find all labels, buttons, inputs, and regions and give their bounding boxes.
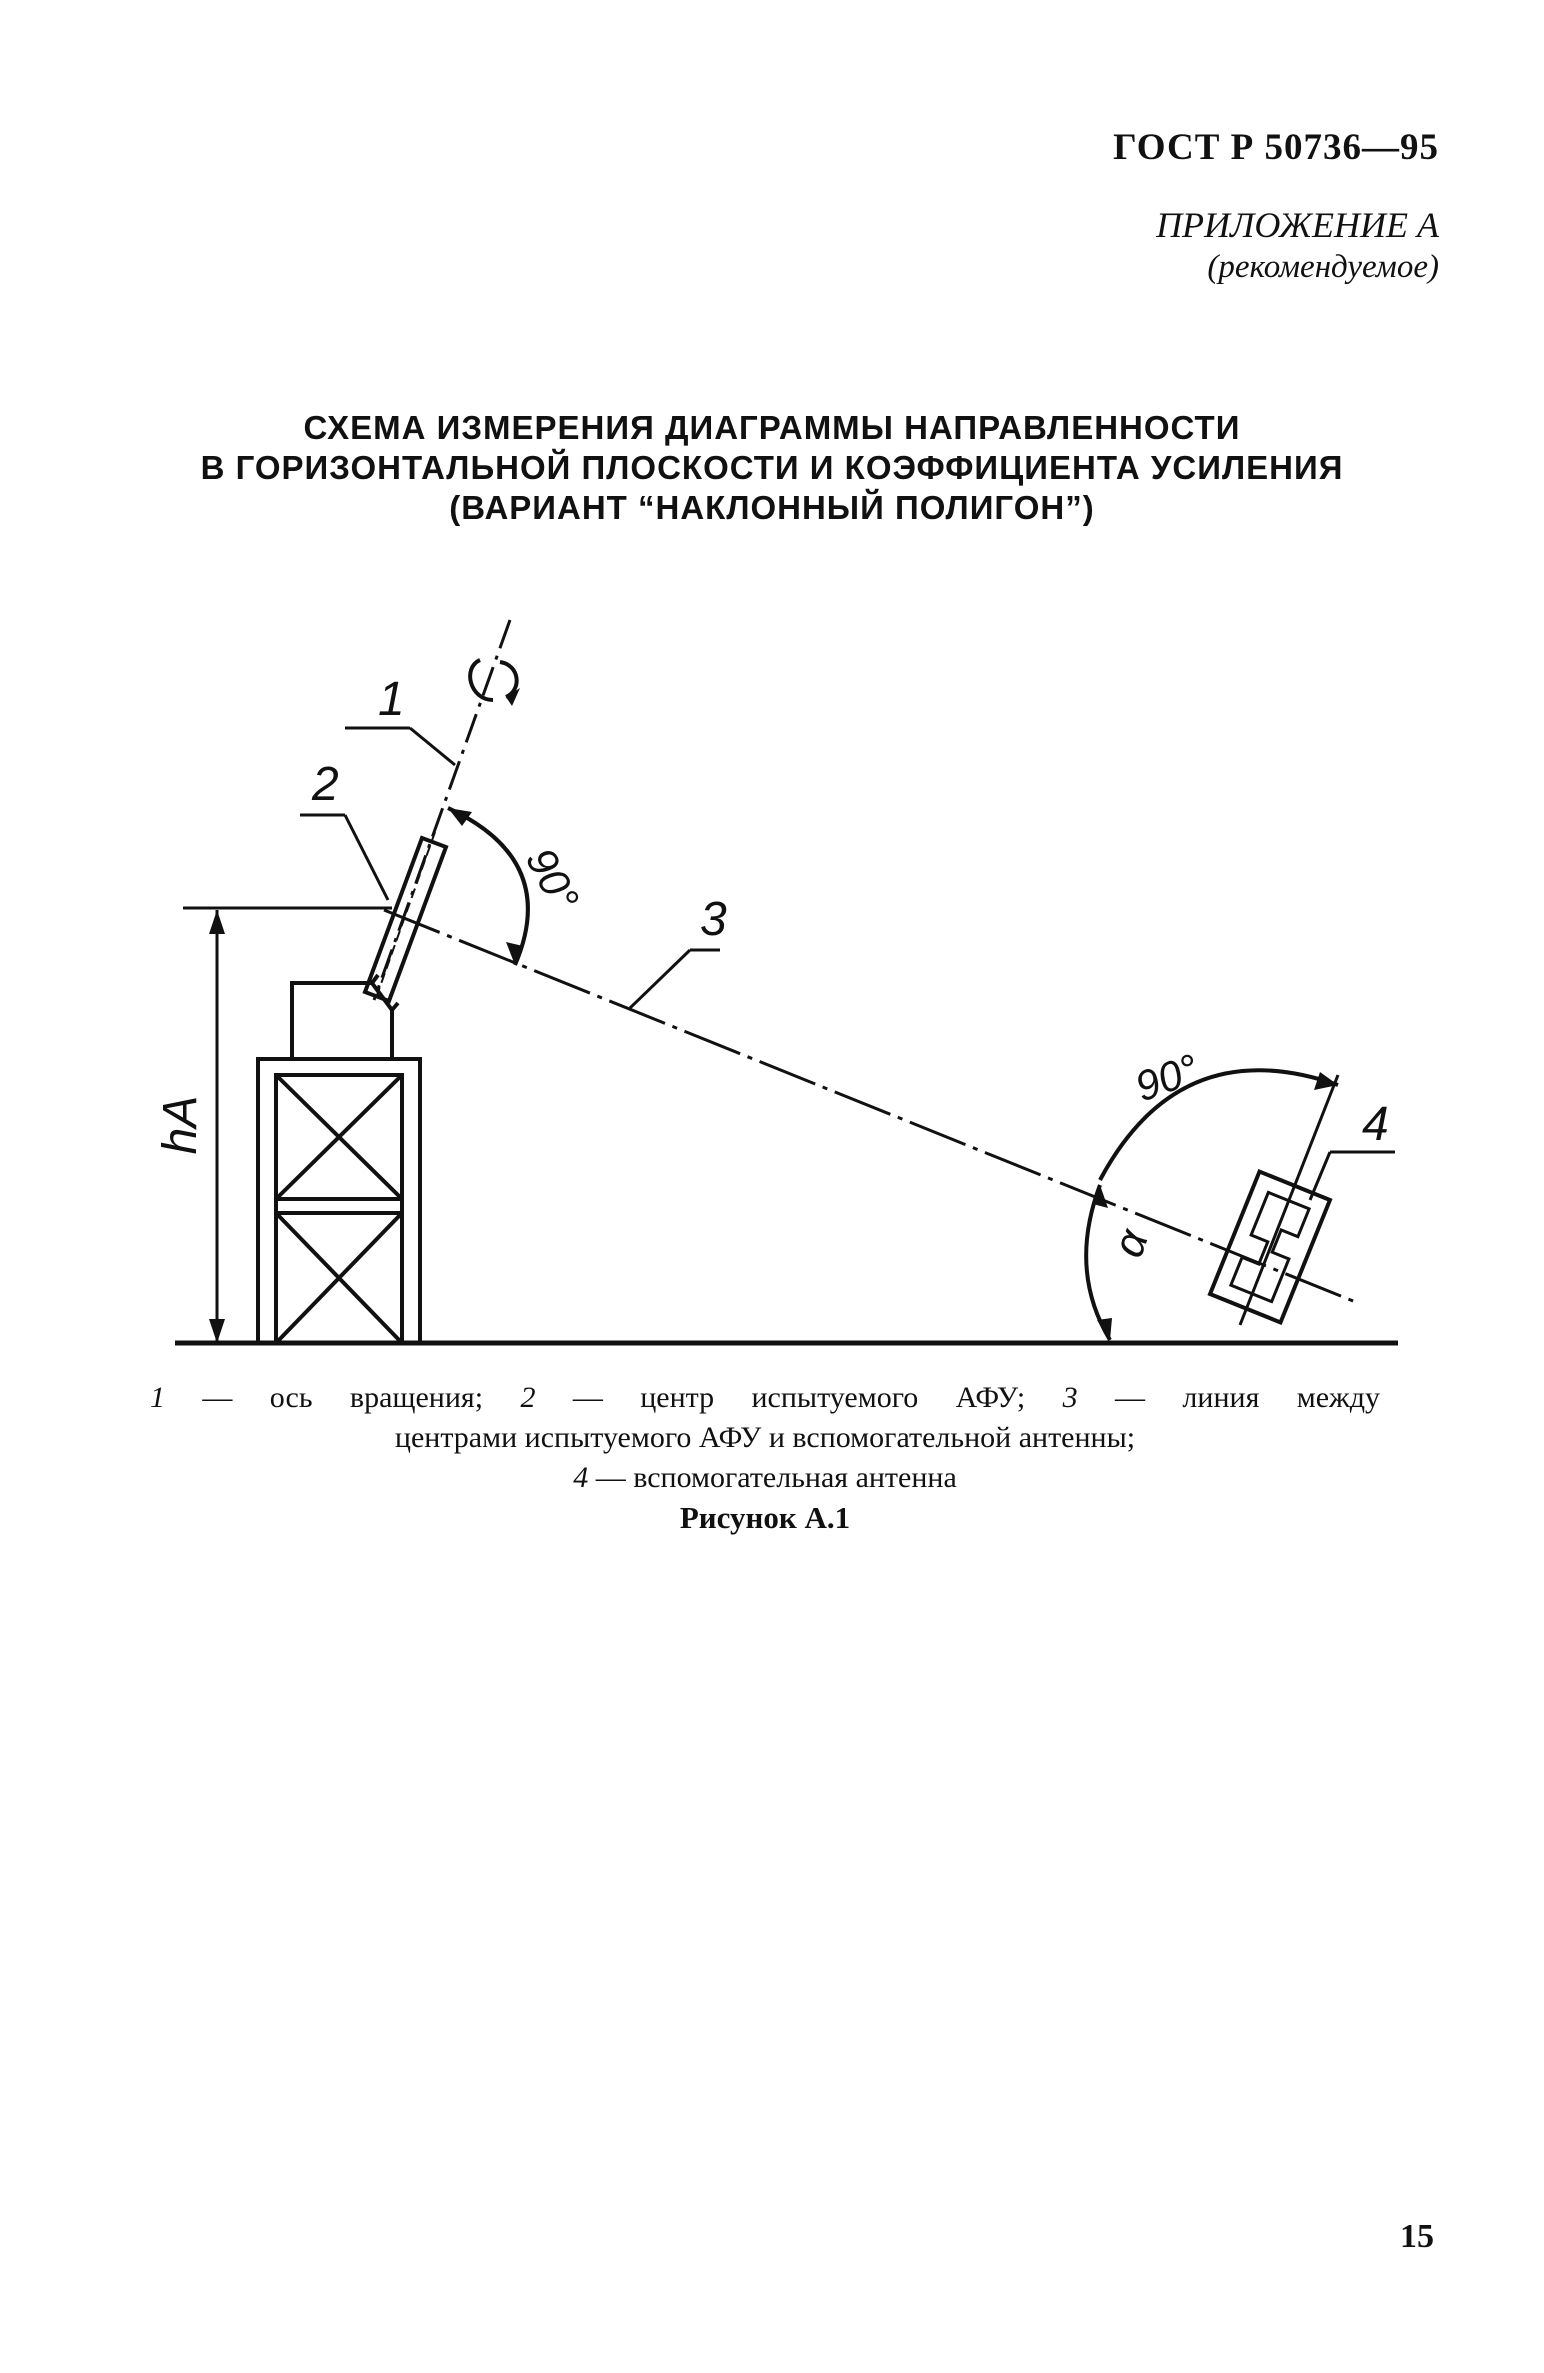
appendix-note: (рекомендуемое) <box>1207 249 1439 285</box>
caption-text-2: — центр испытуемого АФУ; <box>572 1381 1026 1414</box>
rotator-block <box>292 975 398 1059</box>
standard-code: ГОСТ Р 50736—95 <box>1113 127 1439 168</box>
alpha-arc <box>1086 1185 1110 1340</box>
caption-line-2: центрами испытуемого АФУ и вспомогательной антенны; <box>394 1421 1136 1454</box>
rotation-arrow-icon <box>470 660 517 700</box>
title-line-1: СХЕМА ИЗМЕРЕНИЯ ДИАГРАММЫ НАПРАВЛЕННОСТИ <box>303 409 1241 446</box>
caption-num-3: 3 <box>1062 1381 1078 1414</box>
callout-4: 4 <box>1362 1098 1389 1151</box>
page-number: 15 <box>1400 2218 1434 2255</box>
title-line-3: (ВАРИАНТ “НАКЛОННЫЙ ПОЛИГОН”) <box>449 489 1095 526</box>
alpha-label: α <box>1103 1223 1158 1264</box>
tower <box>258 1059 420 1343</box>
angle-label-right: 90° <box>1129 1044 1205 1111</box>
height-dimension <box>209 910 225 1343</box>
figure-label: Рисунок А.1 <box>679 1500 851 1535</box>
callout-3: 3 <box>700 893 727 946</box>
caption-text-1: — ось вращения; <box>202 1381 484 1414</box>
height-label: hA <box>154 1095 207 1155</box>
caption-line-1 <box>150 1378 1380 1418</box>
caption-num-2: 2 <box>520 1381 536 1414</box>
caption-line-3 <box>150 1458 1380 1498</box>
caption-text-4: — вспомогательная антенна <box>595 1461 957 1494</box>
callout-2: 2 <box>312 758 339 811</box>
callout-1: 1 <box>378 673 405 726</box>
line-between-centers <box>384 910 1358 1303</box>
appendix-title: ПРИЛОЖЕНИЕ А <box>1156 205 1439 245</box>
callouts <box>300 728 1395 1200</box>
title-line-2: В ГОРИЗОНТАЛЬНОЙ ПЛОСКОСТИ И КОЭФФИЦИЕНТА УСИЛЕНИЯ <box>200 449 1344 486</box>
figure-caption <box>150 1378 1380 1538</box>
caption-text-3: — линия между <box>1115 1381 1381 1414</box>
caption-num-1: 1 <box>150 1381 165 1414</box>
caption-num-4: 4 <box>573 1461 589 1494</box>
angle-label-top: 90° <box>517 840 589 919</box>
